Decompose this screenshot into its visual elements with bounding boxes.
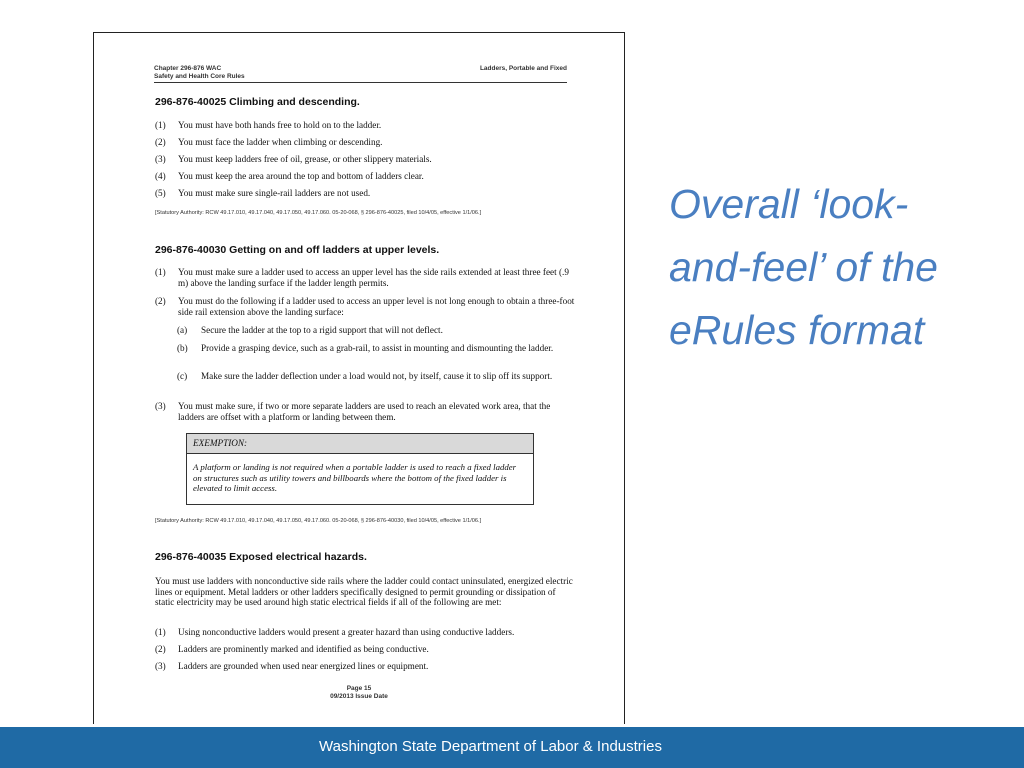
section-title: 296-876-40025 Climbing and descending. [155, 96, 360, 108]
statutory-authority: [Statutory Authority: RCW 49.17.010, 49.17.040, 49.17.050, 49.17.060. 05-20-068, § 296-876-40030, filed 10/4/05, effective 1/1/06.] [155, 518, 482, 524]
rule-item: (2) You must do the following if a ladder used to access an upper level is not long enough to obtain a three-foot side rail extension above the landing surface: [155, 296, 575, 317]
caption-line: and-feel’ of the [669, 244, 938, 290]
section-intro: You must use ladders with nonconductive side rails where the ladder could contact uninsulated, energized electric lines or equipment. Metal ladders or other ladders specifically designed to permit grounding or dissipation of static electricity may be used around high static electrical fields if all of the following are met: [155, 576, 573, 607]
statutory-authority: [Statutory Authority: RCW 49.17.010, 49.17.040, 49.17.050, 49.17.060. 05-20-068, § 296-876-40025, filed 10/4/05, effective 1/1/06.] [155, 210, 482, 216]
rule-item: (2) Ladders are prominently marked and identified as being conductive. [155, 644, 429, 654]
rule-item: (3) Ladders are grounded when used near energized lines or equipment. [155, 661, 429, 671]
exemption-title: EXEMPTION: [187, 434, 533, 454]
issue-date: 09/2013 Issue Date [330, 693, 388, 700]
rule-item: (5) You must make sure single-rail ladders are not used. [155, 188, 371, 198]
document-header [154, 62, 567, 83]
rule-item: (3) You must make sure, if two or more separate ladders are used to reach an elevated work area, that the ladders are offset with a platform or landing between them. [155, 401, 551, 422]
rule-item: (1) Using nonconductive ladders would present a greater hazard than using conductive ladders. [155, 627, 515, 637]
page-number: Page 15 [346, 685, 372, 692]
rule-item: (3) You must keep ladders free of oil, grease, or other slippery materials. [155, 154, 432, 164]
section-title: 296-876-40030 Getting on and off ladders at upper levels. [155, 244, 440, 256]
exemption-text: A platform or landing is not required when a portable ladder is used to reach a fixed ladder on structures such as utility towers and billboards where the bottom of the fixed ladder is elevated to limit access. [193, 462, 517, 493]
section-title: 296-876-40035 Exposed electrical hazards. [155, 551, 367, 563]
caption-line: Overall ‘look- [669, 181, 909, 227]
rule-subitem: (b) Provide a grasping device, such as a grab-rail, to assist in mounting and dismounting the ladder. [177, 343, 554, 353]
topic-label: Ladders, Portable and Fixed [479, 65, 567, 72]
rule-item: (2) You must face the ladder when climbing or descending. [155, 137, 383, 147]
rule-item: (1) You must have both hands free to hold on to the ladder. [155, 120, 382, 130]
core-rules-label: Safety and Health Core Rules [154, 73, 245, 80]
rule-subitem: (c) Make sure the ladder deflection under a load would not, by itself, cause it to slip off its support. [177, 371, 553, 381]
chapter-label: Chapter 296-876 WAC [154, 65, 222, 72]
rule-item: (1) You must make sure a ladder used to access an upper level has the side rails extended at least three feet (.9 m) above the landing surface if the ladder length permits. [155, 267, 569, 288]
rule-subitem: (a) Secure the ladder at the top to a rigid support that will not deflect. [177, 325, 443, 335]
footer-bar [0, 727, 1024, 768]
organization-name: Washington State Department of Labor & Industries [319, 738, 662, 755]
rule-item: (4) You must keep the area around the top and bottom of ladders clear. [155, 171, 424, 181]
slide-caption [669, 173, 1004, 362]
caption-line: eRules format [669, 307, 925, 353]
exemption-box [186, 433, 534, 505]
rule-document-page [93, 32, 625, 724]
